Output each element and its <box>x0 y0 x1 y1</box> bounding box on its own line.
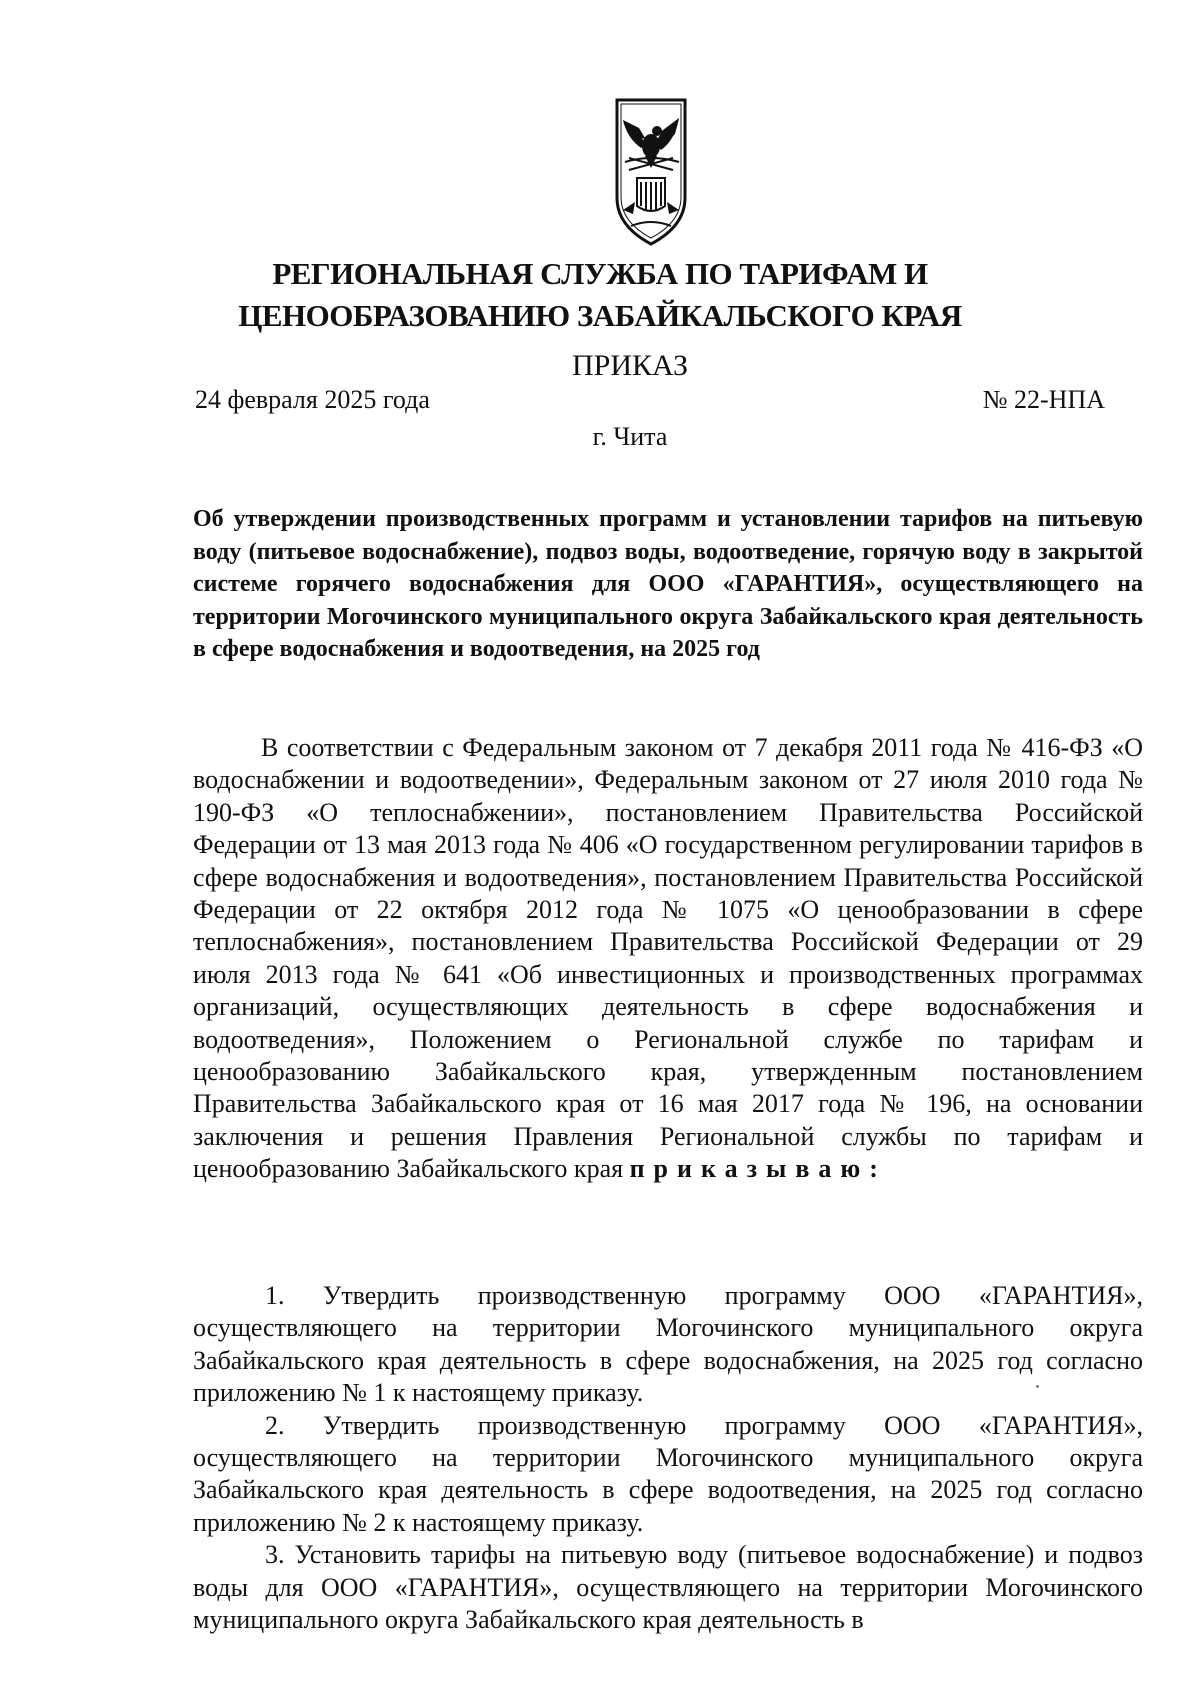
doc-number: № 22-НПА <box>982 385 1105 414</box>
doc-date: 24 февраля 2025 года <box>195 385 430 414</box>
order-item-3: 3. Установить тарифы на питьевую воду (питьевое водоснабжение) и подвоз воды для ООО «ГАРАНТИЯ», осуществляющего на территории Могочинского муниципального округа Забайкальского края деятельность в <box>193 1540 1143 1635</box>
order-word: приказываю: <box>629 1154 887 1184</box>
order-items <box>193 1280 1143 1636</box>
scan-speck <box>1036 1385 1039 1388</box>
preamble-paragraph <box>193 732 1143 1186</box>
doc-type: ПРИКАЗ <box>572 349 688 382</box>
org-title-line-2: ЦЕНООБРАЗОВАНИЮ ЗАБАЙКАЛЬСКОГО КРАЯ <box>238 298 962 333</box>
doc-city: г. Чита <box>592 422 668 451</box>
coat-of-arms-icon <box>611 98 691 248</box>
preamble <box>193 732 1143 1186</box>
preamble-text: В соответствии с Федеральным законом от 7 декабря 2011 года № 416-ФЗ «О водоснабжении и водоотведении», Федеральным законом от 27 июля 2010 года № 190-ФЗ «О теплоснабжении», постановлением Правительства Российской Федерации от 13 мая 2013 года № 406 «О государственном регулировании тарифов в сфере водоснабжения и водоотведения», постановлением Правительства Российской Федерации от 22 октября 2012 года № 1075 «О ценообразовании в сфере теплоснабжения», постановлением Правительства Российской Федерации от 29 июля 2013 года № 641 «Об инвестиционных и производственных программах организаций, осуществляющих деятельность в сфере водоснабжения и водоотведения», Положением о Региональной службе по тарифам и ценообразованию Забайкальского края, утвержденным постановлением Правительства Забайкальского края от 16 мая 2017 года № 196, на основании заключения и решения Правления Региональной службы по тарифам и ценообразованию Забайкальского края <box>193 733 1143 1184</box>
org-title <box>200 253 1000 337</box>
subject-heading: Об утверждении производственных программ и установлении тарифов на питьевую воду (питьевое водоснабжение), подвоз воды, водоотведение, горячую воду в закрытой системе горячего водоснабжения для ООО «ГАРАНТИЯ», осуществляющего на территории Могочинского муниципального округа Забайкальского края деятельность в сфере водоснабжения и водоотведения, на 2025 год <box>193 506 1143 662</box>
order-item-2: 2. Утвердить производственную программу ООО «ГАРАНТИЯ», осуществляющего на территории Могочинского муниципального округа Забайкальского края деятельность в сфере водоотведения, на 2025 год согласно приложению № 2 к настоящему приказу. <box>193 1410 1143 1537</box>
org-title-line-1: РЕГИОНАЛЬНАЯ СЛУЖБА ПО ТАРИФАМ И <box>272 256 928 291</box>
order-item-1: 1. Утвердить производственную программу ООО «ГАРАНТИЯ», осуществляющего на территории Могочинского муниципального округа Забайкальского края деятельность в сфере водоснабжения, на 2025 год согласно приложению № 1 к настоящему приказу. <box>193 1281 1143 1408</box>
